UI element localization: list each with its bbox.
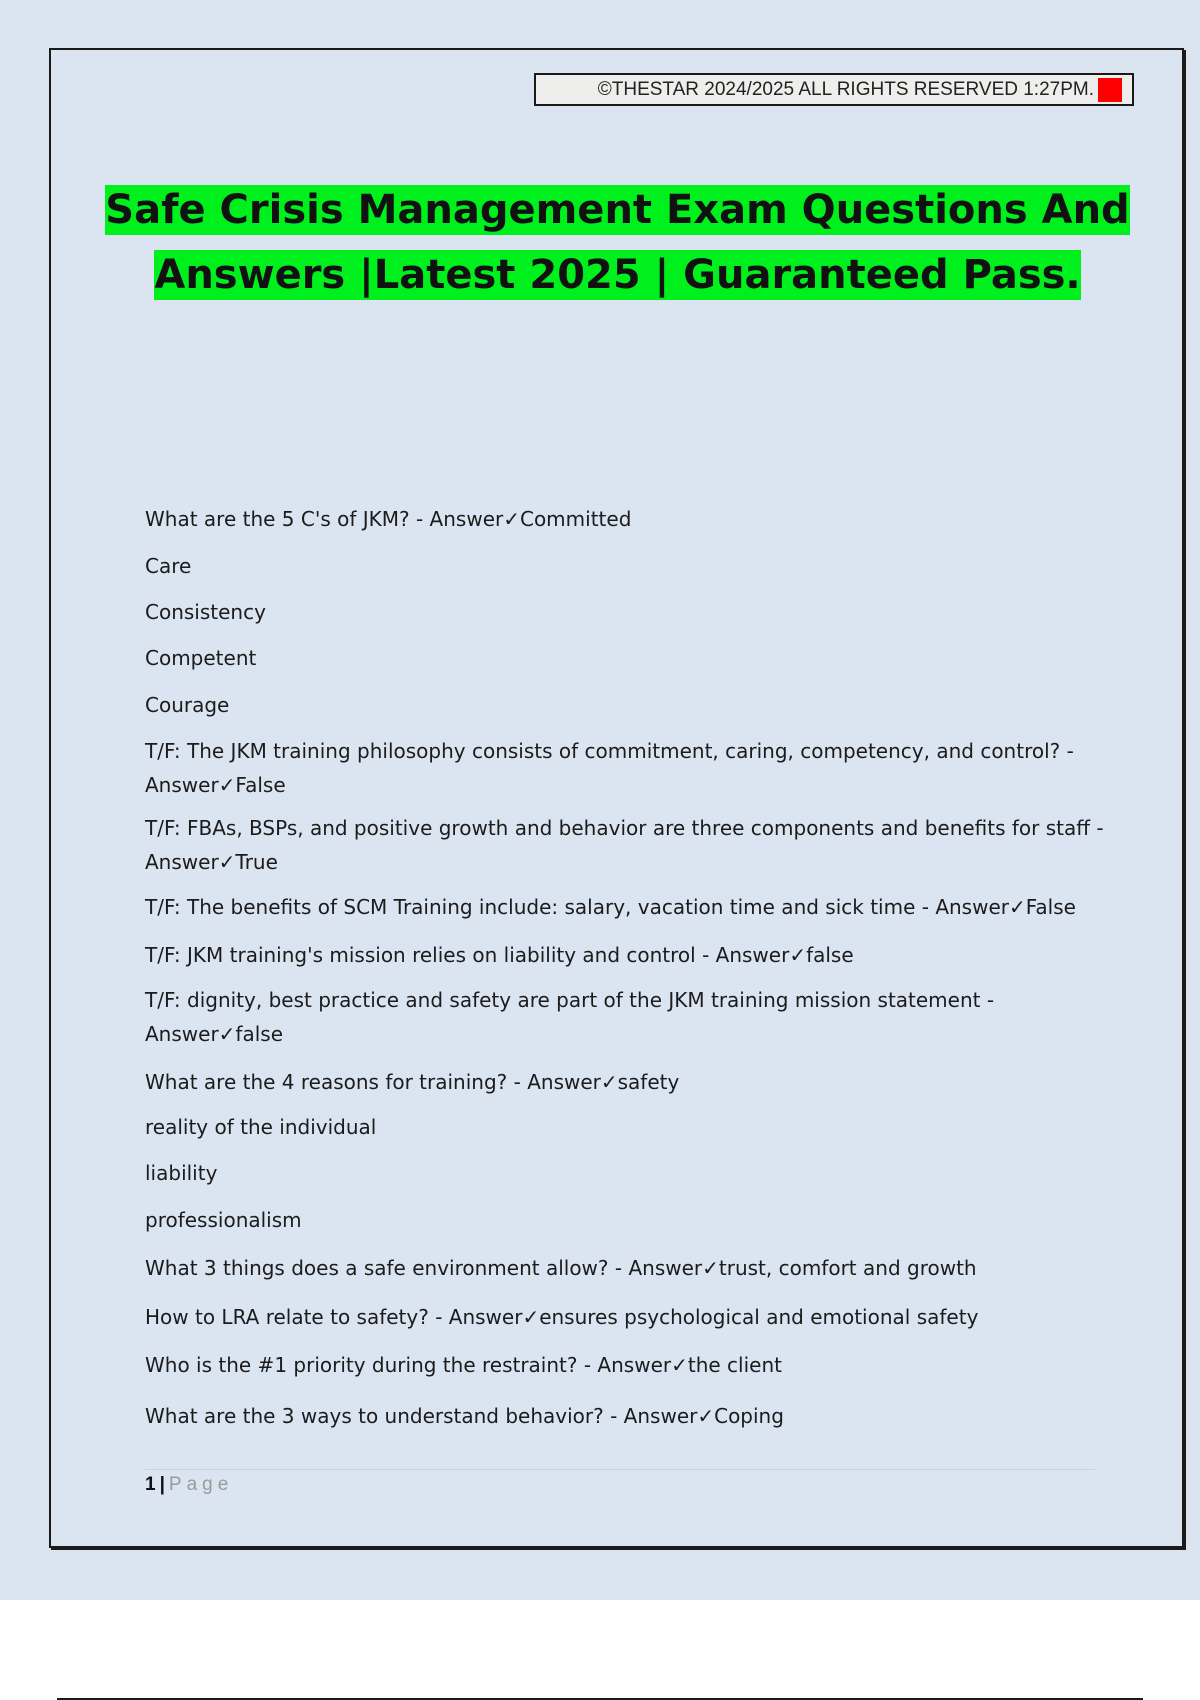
qa-item: How to LRA relate to safety? - Answer✓ensures psychological and emotional safety — [145, 1305, 979, 1329]
document-title — [100, 178, 1135, 308]
copyright-text: ©THESTAR 2024/2025 ALL RIGHTS RESERVED 1:27PM. — [597, 78, 1094, 100]
footer-divider — [145, 1469, 1095, 1470]
page-label: Page — [168, 1474, 234, 1495]
title-line-2: Answers |Latest 2025 | Guaranteed Pass. — [154, 252, 1081, 298]
qa-item: T/F: JKM training's mission relies on liability and control - Answer✓false — [145, 943, 854, 967]
qa-item: T/F: The JKM training philosophy consists of commitment, caring, competency, and control? - Answer✓False — [145, 739, 1074, 797]
title-line-1: Safe Crisis Management Exam Questions And — [105, 187, 1130, 233]
page-number-value: 1 — [145, 1474, 156, 1495]
page-number — [145, 1474, 233, 1496]
qa-item: What are the 3 ways to understand behavior? - Answer✓Coping — [145, 1404, 784, 1428]
qa-item: T/F: The benefits of SCM Training include: salary, vacation time and sick time - Answer✓False — [145, 895, 1076, 919]
qa-item: Who is the #1 priority during the restraint? - Answer✓the client — [145, 1353, 782, 1377]
grade-badge: A+ — [1098, 78, 1122, 102]
qa-item: Competent — [145, 646, 257, 670]
qa-item: Care — [145, 554, 192, 578]
qa-item: What 3 things does a safe environment allow? - Answer✓trust, comfort and growth — [145, 1256, 977, 1280]
qa-item: T/F: FBAs, BSPs, and positive growth and behavior are three components and benefits for staff - Answer✓True — [145, 816, 1104, 874]
qa-item: professionalism — [145, 1208, 302, 1232]
copyright-header — [534, 73, 1134, 106]
qa-item: liability — [145, 1161, 218, 1185]
qa-item: What are the 4 reasons for training? - Answer✓safety — [145, 1070, 680, 1094]
qa-item: T/F: dignity, best practice and safety are part of the JKM training mission statement - Answer✓false — [145, 988, 995, 1046]
qa-item: What are the 5 C's of JKM? - Answer✓Committed — [145, 507, 632, 531]
qa-item: Consistency — [145, 600, 266, 624]
qa-item: reality of the individual — [145, 1115, 377, 1139]
page-number-separator: | — [159, 1474, 165, 1495]
qa-item: Courage — [145, 693, 230, 717]
